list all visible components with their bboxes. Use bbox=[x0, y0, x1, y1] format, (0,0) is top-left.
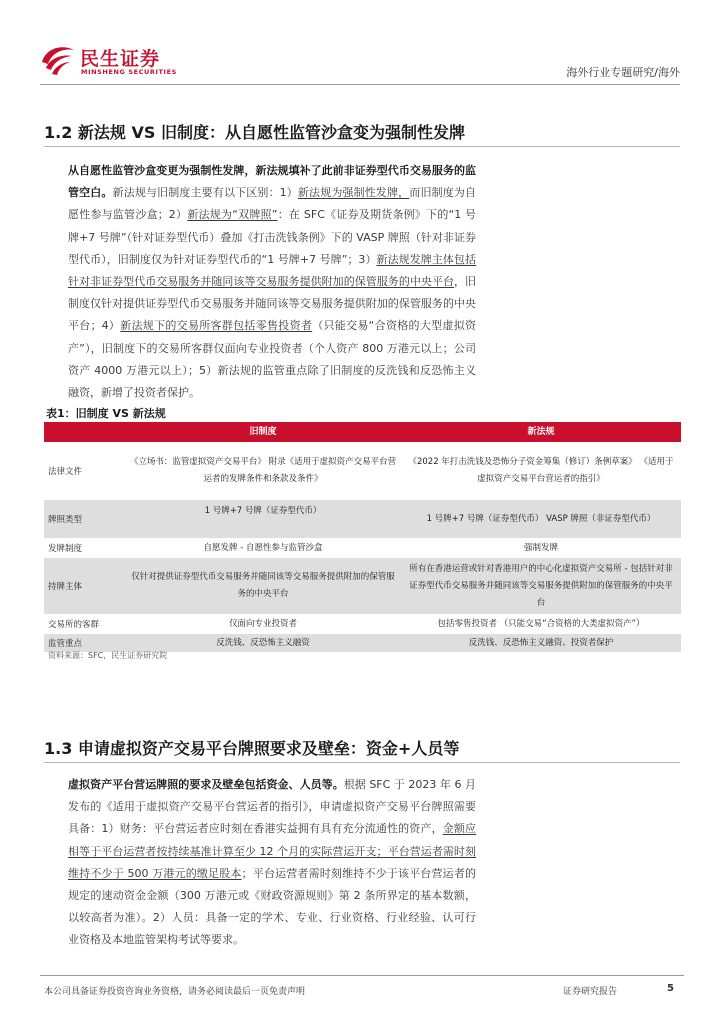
section-1-2-divider bbox=[44, 146, 680, 147]
header-old-regime: 旧制度 bbox=[249, 426, 277, 437]
footer-report-type: 证券研究报告 bbox=[563, 987, 618, 997]
logo-english-name: MINSHENG SECURITIES bbox=[81, 68, 177, 76]
table-title: 表1：旧制度 VS 新法规 bbox=[46, 407, 166, 420]
footer-divider bbox=[40, 975, 684, 976]
table-source: 资料来源：SFC，民生证券研究院 bbox=[48, 651, 168, 660]
section-1-3-divider bbox=[44, 762, 680, 763]
section-1-2-title: 1.2 新法规 VS 旧制度：从自愿性监管沙盒变为强制性发牌 bbox=[44, 123, 465, 142]
footer-disclaimer: 本公司具备证券投资咨询业务资格，请务必阅读最后一页免责声明 bbox=[44, 987, 306, 997]
table-row: 牌照类型 1 号牌+7 号牌（证券型代币） 1 号牌+7 号牌（证券型代币） VASP 牌照（非证券型代币） bbox=[44, 500, 681, 538]
table-row: 发牌制度 自愿发牌 - 自愿性参与监管沙盒 强制发牌 bbox=[48, 542, 558, 554]
table-row: 法律文件 《立场书：监管虚拟资产交易平台》 附录《适用于虚拟资产交易平台营运者的发牌条件和条款及条件》 《2022 年打击洗钱及恐怖分子资金筹集（修订）条例草案》 《适用于虚拟资产交易平台营运者的指引》 bbox=[48, 457, 674, 484]
header-new-regime: 新法规 bbox=[527, 426, 555, 437]
table-row: 持牌主体 仅针对提供证券型代币交易服务并随同该等交易服务提供附加的保管服务的中央平台 所有在香港运营或针对香港用户的中心化虚拟资产交易所 - 包括针对非证券型代币交易服务并随同该等交易服务提供附加的保管服务的中央平台 bbox=[44, 558, 681, 614]
para-lead: 从自愿性监管沙盒变更为强制性发牌，新法规填补了此前非证券型代币交易服务的监管空白。 bbox=[68, 164, 476, 200]
header-cell-empty bbox=[44, 422, 120, 442]
logo-chinese-name: 民生证券 bbox=[80, 48, 161, 70]
section-1-3-paragraph: 虚拟资产平台营运牌照的要求及壁垒包括资金、人员等。根据 SFC 于 2023 年 6 月发布的《适用于虚拟资产交易平台营运者的指引》，申请虚拟资产交易平台牌照需要具备：1）财务：平台营运者应时刻在香港实益拥有具有充分流通性的资产，金额应相等于平台运营者按持续基准计算至少 12 个月的实际营运开支；平台营运者需时刻维持不少于 500 万港元的缴足股本；平台运营者需时刻维持不少于该平台营运者的规定的速动资金金额（300 万港元或《财政资源规则》第 2 条所界定的基本数额，以较高者为准）。2）人员：具备一定的学术、专业、行业资格、行业经验、认可行业资格及本地监管架构考试等要求。 bbox=[68, 778, 476, 947]
company-logo bbox=[40, 42, 180, 78]
section-1-2-paragraph: 从自愿性监管沙盒变更为强制性发牌，新法规填补了此前非证券型代币交易服务的监管空白。新法规与旧制度主要有以下区别：1）新法规为强制性发牌，而旧制度为自愿性参与监管沙盒；2）新法规为“双牌照”：在 SFC《证券及期货条例》下的“1 号牌+7 号牌”（针对证券型代币）叠加《打击洗钱条例》下的 VASP 牌照（针对非证券型代币），旧制度仅为针对证券型代币的“1 号牌+7 号牌”；3）新法规发牌主体包括针对非证券型代币交易服务并随同该等交易服务提供附加的保管服务的中央平台，旧制度仅针对提供证券型代币交易服务并随同该等交易服务提供附加的保管服务的中央平台；4）新法规下的交易所客群包括零售投资者（只能交易“合资格的大型虚拟资产”），旧制度下的交易所客群仅面向专业投资者（个人资产 800 万港元以上；公司资产 4000 万港元以上）；5）新法规的监管重点除了旧制度的反洗钱和反恐怖主义融资，新增了投资者保护。 bbox=[68, 164, 477, 400]
table-row: 交易所的客群 仅面向专业投资者 包括零售投资者 （只能交易“合资格的大类虚拟资产”） bbox=[48, 618, 645, 630]
report-category: 海外行业专题研究/海外 bbox=[566, 66, 680, 79]
section-1-3-title: 1.3 申请虚拟资产交易平台牌照要求及壁垒：资金+人员等 bbox=[44, 739, 460, 758]
page-number: 5 bbox=[667, 983, 674, 994]
minsheng-logo-icon bbox=[40, 42, 76, 76]
comparison-table bbox=[44, 422, 681, 652]
table-row: 监管重点 反洗钱、反恐怖主义融资 反洗钱、反恐怖主义融资、投资者保护 bbox=[44, 634, 681, 652]
para-lead: 虚拟资产平台营运牌照的要求及壁垒包括资金、人员等。 bbox=[68, 778, 344, 791]
header-divider bbox=[40, 84, 680, 85]
table-header bbox=[44, 422, 681, 442]
